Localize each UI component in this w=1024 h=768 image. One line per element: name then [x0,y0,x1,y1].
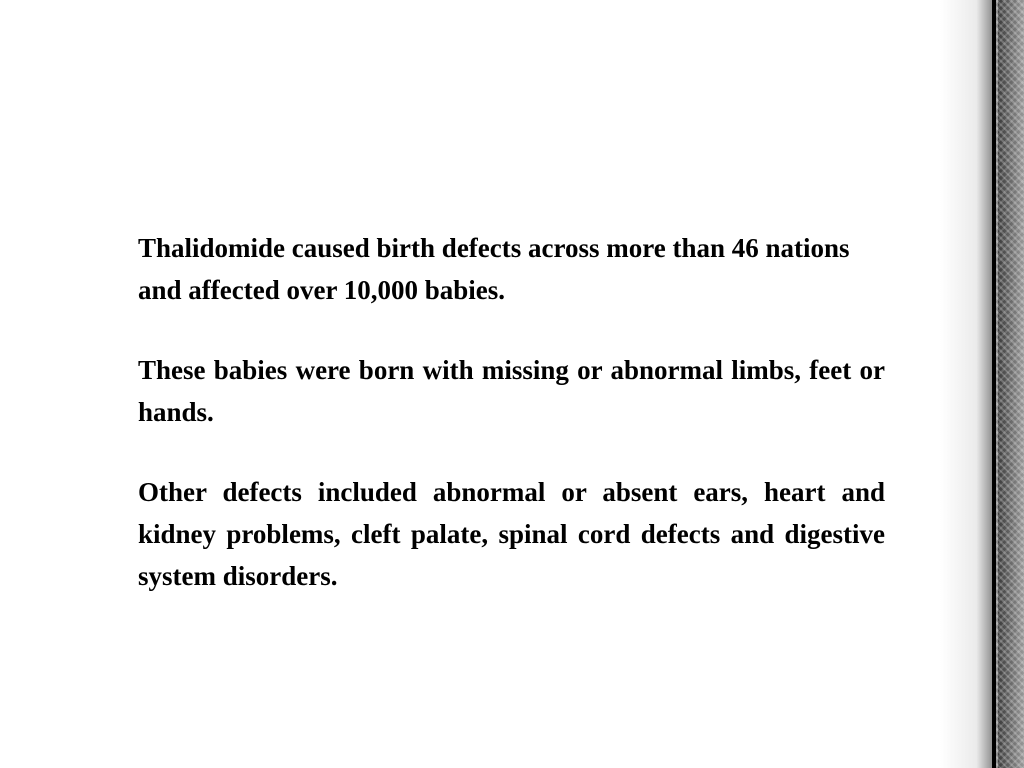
slide-body [138,227,885,635]
paragraph-thalidomide-reach: Thalidomide caused birth defects across more than 46 nations and affected over 10,000 babies. [138,233,850,305]
paragraph-limb-defects: These babies were born with missing or abnormal limbs, feet or hands. [138,355,885,427]
paragraph-other-defects: Other defects included abnormal or absent ears, heart and kidney problems, cleft palate, spinal cord defects and digestive system disorders. [138,477,885,591]
edge-shadow [940,0,992,768]
decorative-side-strip [992,0,1024,768]
side-strip-border [992,0,996,768]
